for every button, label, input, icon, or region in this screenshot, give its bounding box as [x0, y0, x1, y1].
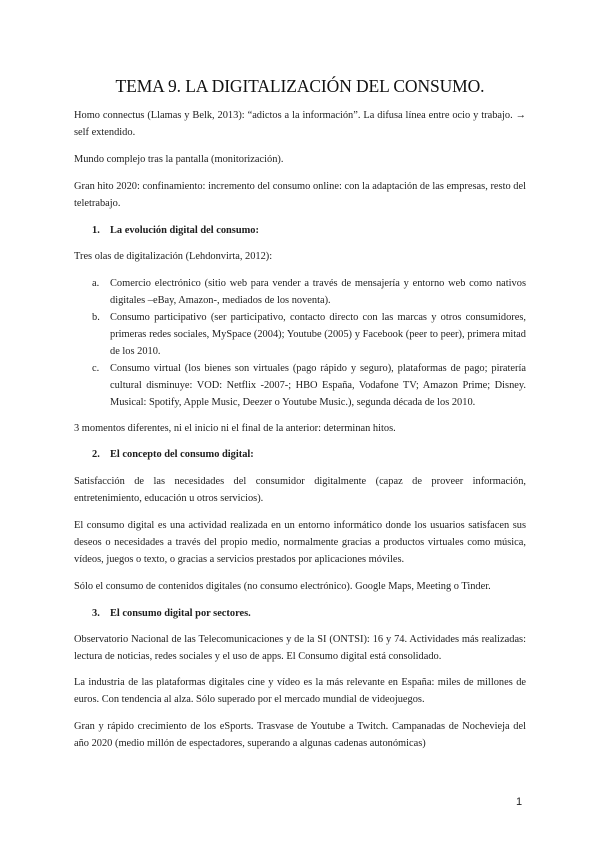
section-2-number: 2.: [92, 449, 100, 460]
section-3-title: El consumo digital por sectores.: [110, 608, 251, 619]
section-1-closing: 3 momentos diferentes, ni el inicio ni el final de la anterior: determinan hitos.: [74, 423, 396, 434]
section-3-heading: [92, 605, 251, 622]
list-item-text: Consumo participativo (ser participativo, contacto directo con las marcas y otros consumidores, primeras redes sociales, MySpace (2004); Youtube (2005) y Facebook (peer to peer), primera mitad de los 2010.: [110, 312, 526, 357]
section-2-title: El concepto del consumo digital:: [110, 449, 254, 460]
intro-paragraph-1: Homo connectus (Llamas y Belk, 2013): “adictos a la información”. La difusa línea entre ocio y trabajo. → self extendido.: [74, 110, 526, 138]
section-1-heading: [92, 222, 259, 239]
intro-paragraph-3: Gran hito 2020: confinamiento: incremento del consumo online: con la adaptación de las empresas, resto del teletrabajo.: [74, 181, 526, 209]
section-1-number: 1.: [92, 225, 100, 236]
list-item-text: Consumo virtual (los bienes son virtuales (pago rápido y seguro), plataformas de pago; piratería cultural disminuye: VOD: Netflix -2007-; HBO España, Vodafone TV; Amazon Prime; Disney. Musical: Spotify, Apple Music, Deezer o Youtube Music.), segunda década de los 2010.: [110, 363, 526, 408]
section-2-paragraph-3: Sólo el consumo de contenidos digitales (no consumo electrónico). Google Maps, Meeting o Tinder.: [74, 581, 491, 592]
intro-paragraph-2: Mundo complejo tras la pantalla (monitorización).: [74, 154, 284, 165]
section-2-paragraph-2: El consumo digital es una actividad realizada en un entorno informático donde los usuarios satisfacen sus deseos o necesidades a través del propio medio, normalmente gracias a productos virtuales como música, vídeos, juegos o texto, o gracias a servicios prestados por aplicaciones móviles.: [74, 520, 526, 565]
page-number: 1: [516, 796, 523, 808]
section-3-paragraph-1: Observatorio Nacional de las Telecomunicaciones y de la SI (ONTSI): 16 y 74. Actividades más realizadas: lectura de noticias, redes sociales y el uso de apps. El Consumo digital está consolidado.: [74, 634, 526, 662]
section-1-title: La evolución digital del consumo:: [110, 225, 259, 236]
section-2-heading: [92, 446, 254, 463]
section-3-number: 3.: [92, 608, 100, 619]
list-item-text: Comercio electrónico (sitio web para vender a través de mensajería y entorno web como nativos digitales –eBay, Amazon-, mediados de los noventa).: [110, 278, 526, 306]
section-2-paragraph-1: Satisfacción de las necesidades del consumidor digitalmente (capaz de proveer información, entretenimiento, educación u otros servicios).: [74, 476, 526, 504]
section-3-paragraph-3: Gran y rápido crecimiento de los eSports. Trasvase de Youtube a Twitch. Campanadas de Nochevieja del año 2020 (medio millón de espectadores, superando a algunas cadenas autonómicas): [74, 721, 526, 749]
list-marker: b.: [92, 312, 100, 323]
section-1-lead: Tres olas de digitalización (Lehdonvirta, 2012):: [74, 251, 273, 262]
list-marker: a.: [92, 278, 100, 289]
section-3-paragraph-2: La industria de las plataformas digitales cine y vídeo es la más relevante en España: miles de millones de euros. Con tendencia al alza. Sólo superado por el mercado mundial de videojuegos.: [74, 677, 526, 705]
list-marker: c.: [92, 363, 100, 374]
page-title: TEMA 9. LA DIGITALIZACIÓN DEL CONSUMO.: [115, 76, 485, 96]
